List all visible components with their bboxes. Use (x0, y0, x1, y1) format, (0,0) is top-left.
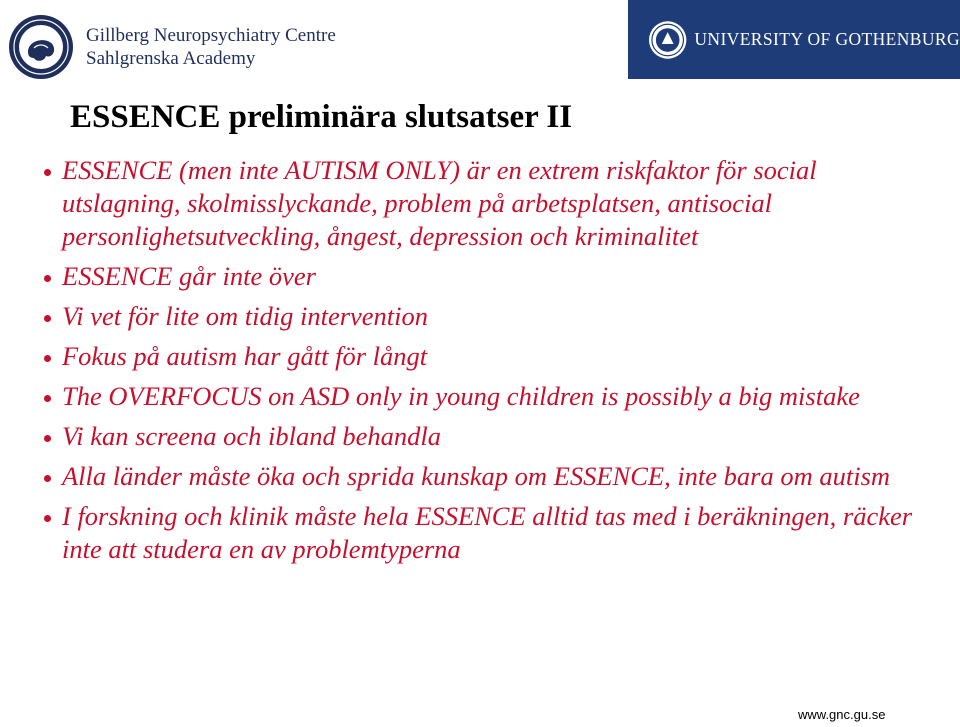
academy-name: Sahlgrenska Academy (86, 48, 256, 69)
university-name: UNIVERSITY OF GOTHENBURG (694, 29, 960, 49)
centre-name: Gillberg Neuropsychiatry Centre (86, 25, 336, 46)
bullet-text: Alla länder måste öka och sprida kunskap om ESSENCE, inte bara om autism (62, 461, 891, 491)
bullet-dot-icon (44, 315, 51, 322)
bullet-item (41, 380, 941, 413)
university-banner (628, 0, 960, 79)
bullet-text: Vi kan screena och ibland behandla (62, 421, 442, 451)
gnc-header (8, 14, 336, 80)
bullet-item (41, 460, 941, 493)
bullet-dot-icon (44, 395, 51, 402)
bullet-dot-icon (44, 475, 51, 482)
bullet-dot-icon (44, 515, 51, 522)
bullet-dot-icon (44, 275, 51, 282)
bullet-text: ESSENCE går inte över (62, 261, 316, 291)
bullet-dot-icon (44, 435, 51, 442)
bullet-text: Fokus på autism har gått för långt (62, 341, 428, 371)
bullet-dot-icon (44, 355, 51, 362)
bullet-text: The OVERFOCUS on ASD only in young children is possibly a big mistake (62, 381, 860, 411)
bullet-text: ESSENCE (men inte AUTISM ONLY) är en extrem riskfaktor för social utslagning, skolmisslyckande, problem på arbetsplatsen, antisocial personlighetsutveckling, ångest, depression och kriminalitet (62, 155, 817, 251)
gnc-seal-icon (8, 14, 74, 80)
slide-title: ESSENCE preliminära slutsatser II (70, 99, 573, 135)
bullet-item (41, 420, 941, 453)
footer-url: www.gnc.gu.se (798, 707, 886, 722)
bullet-item (41, 300, 941, 333)
bullet-item (41, 260, 941, 293)
bullet-text: I forskning och klinik måste hela ESSENCE alltid tas med i beräkningen, räcker inte att studera en av problemtyperna (62, 501, 913, 564)
bullet-item (41, 340, 941, 373)
bullet-text: Vi vet för lite om tidig intervention (62, 301, 429, 331)
bullet-list (41, 154, 941, 573)
bullet-item (41, 500, 941, 566)
bullet-item (41, 154, 941, 253)
university-seal-icon (648, 20, 687, 60)
bullet-dot-icon (44, 169, 51, 176)
